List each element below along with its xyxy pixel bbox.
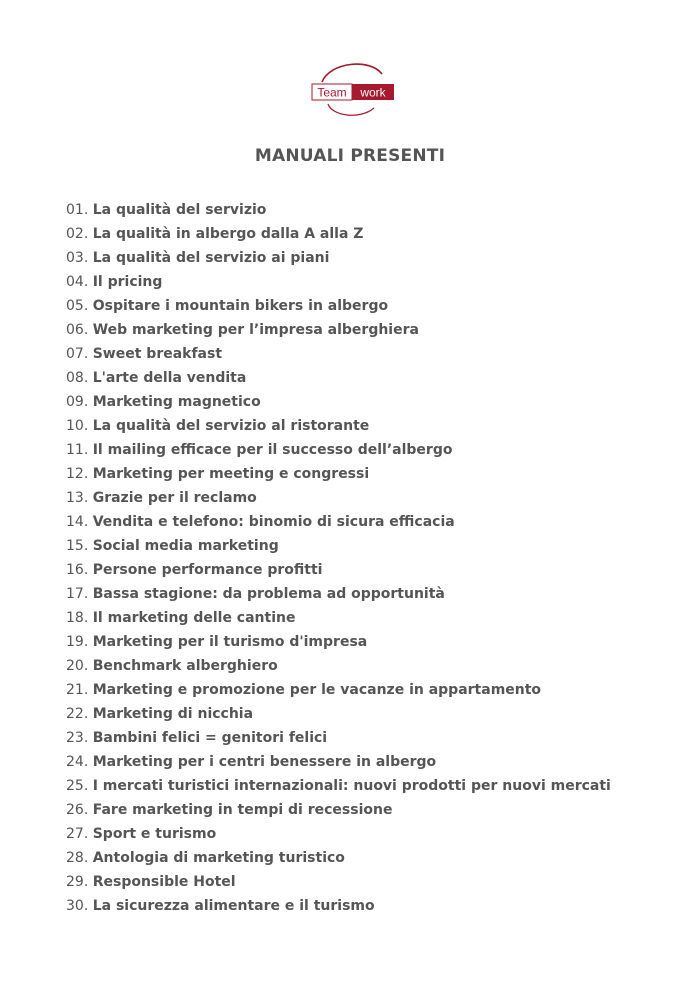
- manual-number: 23.: [66, 730, 89, 746]
- manual-title: Marketing di nicchia: [92, 706, 254, 722]
- manual-number: 30.: [66, 898, 89, 914]
- list-item: [66, 390, 611, 414]
- manual-number: 14.: [66, 514, 89, 530]
- manual-number: 10.: [66, 418, 89, 434]
- manual-title: La qualità del servizio al ristorante: [92, 418, 370, 434]
- manual-number: 24.: [66, 754, 89, 770]
- list-item: [66, 606, 611, 630]
- manual-number: 09.: [66, 394, 89, 410]
- manual-title: Marketing e promozione per le vacanze in appartamento: [92, 682, 542, 698]
- manual-title: Antologia di marketing turistico: [92, 850, 345, 866]
- list-item: [66, 438, 611, 462]
- manual-number: 22.: [66, 706, 89, 722]
- list-item: [66, 750, 611, 774]
- manual-title: Il marketing delle cantine: [92, 610, 296, 626]
- manual-title: Marketing per il turismo d'impresa: [92, 634, 368, 650]
- manual-number: 16.: [66, 562, 89, 578]
- list-item: [66, 894, 611, 918]
- manual-number: 04.: [66, 274, 89, 290]
- list-item: [66, 726, 611, 750]
- list-item: [66, 534, 611, 558]
- manual-number: 25.: [66, 778, 89, 794]
- manual-title: Ospitare i mountain bikers in albergo: [92, 298, 389, 314]
- list-item: [66, 582, 611, 606]
- manual-title: Social media marketing: [92, 538, 279, 554]
- manual-title: Sweet breakfast: [92, 346, 223, 362]
- list-item: [66, 798, 611, 822]
- manual-title: Web marketing per l’impresa alberghiera: [92, 322, 419, 338]
- manual-number: 07.: [66, 346, 89, 362]
- manual-title: I mercati turistici internazionali: nuovi prodotti per nuovi mercati: [92, 778, 611, 794]
- manual-number: 11.: [66, 442, 89, 458]
- manual-number: 02.: [66, 226, 89, 242]
- manual-title: Grazie per il reclamo: [92, 490, 257, 506]
- list-item: [66, 678, 611, 702]
- list-item: [66, 486, 611, 510]
- list-item: [66, 318, 611, 342]
- manual-number: 29.: [66, 874, 89, 890]
- list-item: [66, 654, 611, 678]
- manual-number: 21.: [66, 682, 89, 698]
- manual-number: 19.: [66, 634, 89, 650]
- manual-title: La qualità del servizio: [92, 202, 267, 218]
- manual-title: Marketing per i centri benessere in albergo: [92, 754, 437, 770]
- list-item: [66, 822, 611, 846]
- manual-number: 12.: [66, 466, 89, 482]
- manual-number: 18.: [66, 610, 89, 626]
- list-item: [66, 558, 611, 582]
- manual-number: 05.: [66, 298, 89, 314]
- list-item: [66, 198, 611, 222]
- manual-list: [66, 198, 611, 918]
- list-item: [66, 774, 611, 798]
- manual-number: 01.: [66, 202, 89, 218]
- manual-title: Il pricing: [92, 274, 163, 290]
- page-title: MANUALI PRESENTI: [254, 146, 446, 166]
- manual-title: Marketing per meeting e congressi: [92, 466, 370, 482]
- manual-title: Persone performance profitti: [92, 562, 323, 578]
- manual-number: 26.: [66, 802, 89, 818]
- manual-number: 06.: [66, 322, 89, 338]
- list-item: [66, 846, 611, 870]
- manual-title: La qualità in albergo dalla A alla Z: [92, 226, 364, 242]
- manual-number: 15.: [66, 538, 89, 554]
- list-item: [66, 342, 611, 366]
- list-item: [66, 462, 611, 486]
- list-item: [66, 222, 611, 246]
- teamwork-logo: [308, 60, 398, 120]
- manual-number: 03.: [66, 250, 89, 266]
- manual-title: La sicurezza alimentare e il turismo: [92, 898, 375, 914]
- manual-title: La qualità del servizio ai piani: [92, 250, 330, 266]
- list-item: [66, 414, 611, 438]
- manual-title: Vendita e telefono: binomio di sicura efficacia: [92, 514, 455, 530]
- manual-number: 17.: [66, 586, 89, 602]
- manual-number: 08.: [66, 370, 89, 386]
- list-item: [66, 630, 611, 654]
- manual-title: Sport e turismo: [92, 826, 217, 842]
- manual-number: 13.: [66, 490, 89, 506]
- list-item: [66, 246, 611, 270]
- manual-title: Bambini felici = genitori felici: [92, 730, 328, 746]
- manual-number: 27.: [66, 826, 89, 842]
- manual-title: Responsible Hotel: [92, 874, 236, 890]
- logo-text-team: Team: [317, 85, 347, 100]
- list-item: [66, 870, 611, 894]
- manual-title: Benchmark alberghiero: [92, 658, 278, 674]
- manual-title: Marketing magnetico: [92, 394, 261, 410]
- manual-title: Il mailing efficace per il successo dell’albergo: [92, 442, 453, 458]
- list-item: [66, 366, 611, 390]
- list-item: [66, 702, 611, 726]
- manual-title: Fare marketing in tempi di recessione: [92, 802, 393, 818]
- manual-title: Bassa stagione: da problema ad opportunità: [92, 586, 445, 602]
- manual-number: 20.: [66, 658, 89, 674]
- list-item: [66, 270, 611, 294]
- list-item: [66, 510, 611, 534]
- manual-title: L'arte della vendita: [92, 370, 247, 386]
- list-item: [66, 294, 611, 318]
- logo-text-work: work: [360, 85, 386, 100]
- manual-number: 28.: [66, 850, 89, 866]
